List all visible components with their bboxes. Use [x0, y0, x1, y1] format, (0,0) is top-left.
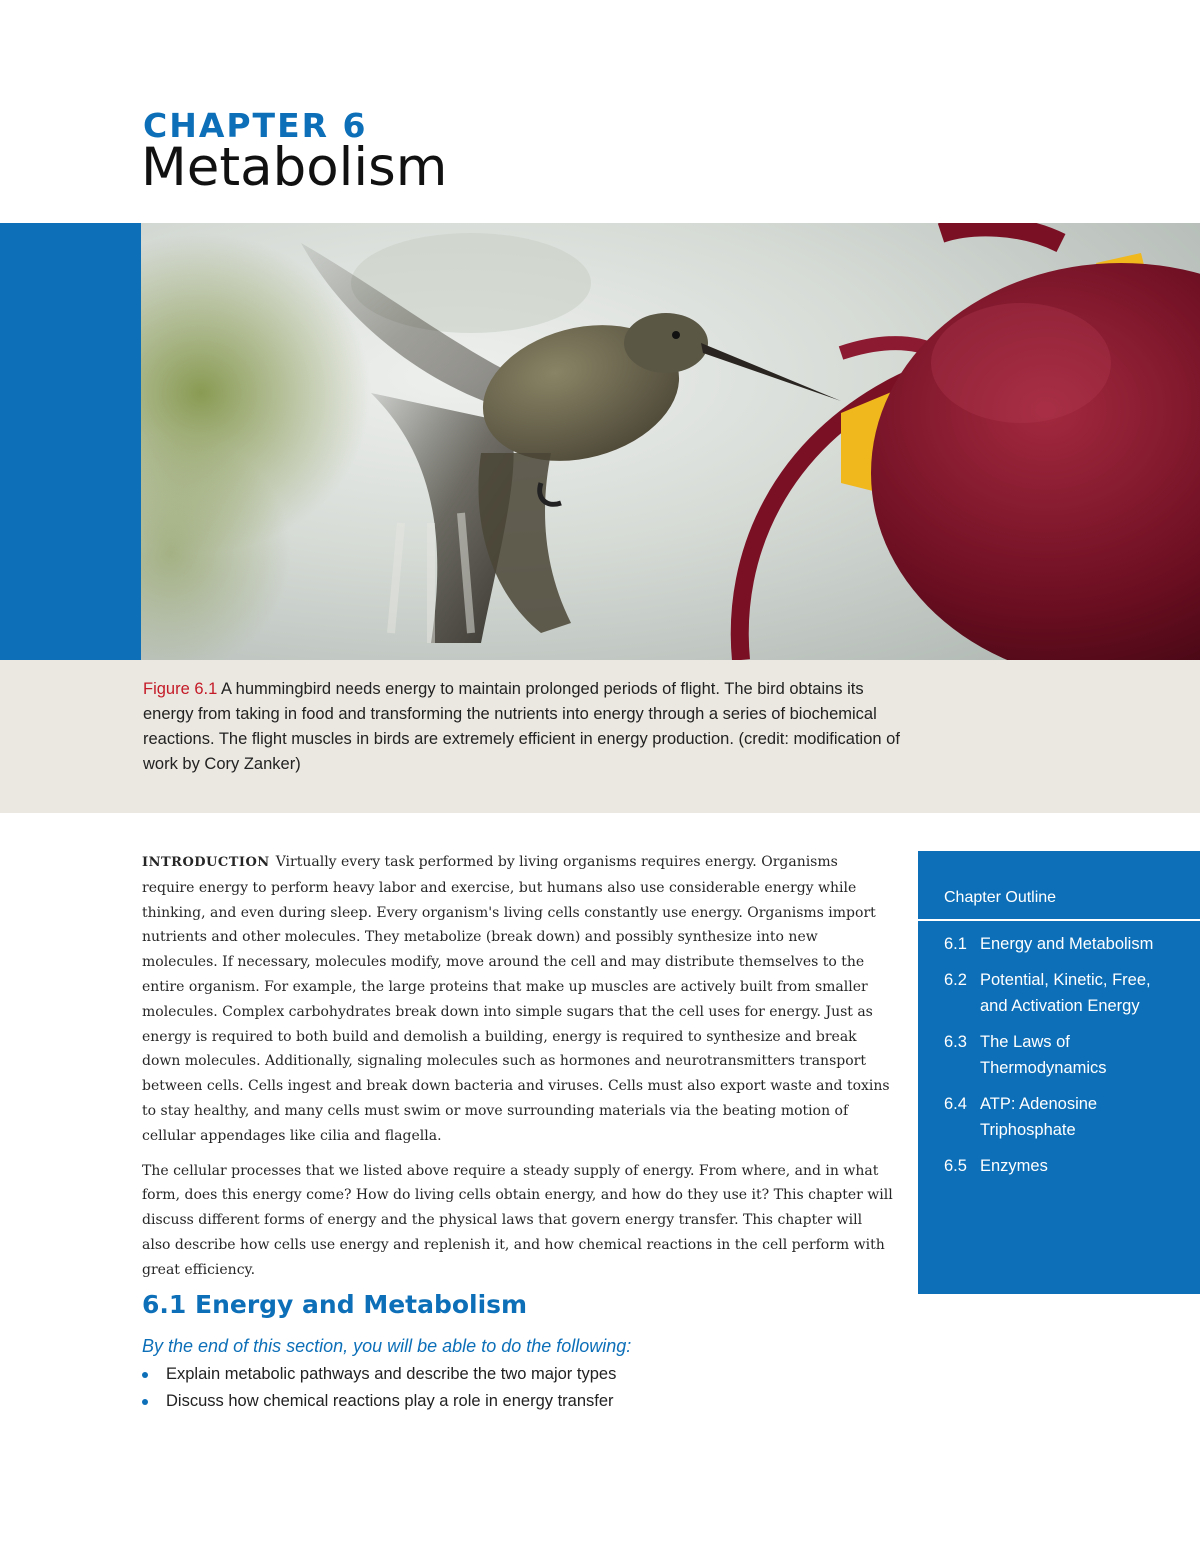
outline-item-number: 6.5	[944, 1156, 967, 1175]
outline-item-number: 6.2	[944, 970, 967, 989]
chapter-outline	[918, 851, 1200, 1294]
outline-item-6-1[interactable]	[944, 931, 1180, 958]
outline-item-6-3[interactable]	[944, 1029, 1180, 1082]
intro-label: INTRODUCTION	[142, 855, 270, 870]
chapter-label: CHAPTER 6	[143, 106, 368, 145]
bullet-icon	[142, 1372, 148, 1378]
outline-item-text: The Laws of Thermodynamics	[980, 1032, 1107, 1077]
figure-number: Figure 6.1	[143, 680, 218, 698]
hummingbird-photo	[141, 223, 1200, 660]
outline-item-text: ATP: Adenosine Triphosphate	[980, 1094, 1098, 1139]
objectives-list	[142, 1361, 616, 1415]
intro-paragraph	[142, 850, 894, 1149]
outline-item-text: Potential, Kinetic, Free, and Activation Energy	[980, 970, 1151, 1015]
outline-divider	[918, 919, 1200, 921]
objective-text: Explain metabolic pathways and describe the two major types	[166, 1365, 617, 1383]
objective-text: Discuss how chemical reactions play a role in energy transfer	[166, 1392, 614, 1410]
objective-item	[142, 1361, 616, 1388]
objectives-lead: By the end of this section, you will be able to do the following:	[142, 1336, 632, 1356]
outline-item-6-2[interactable]	[944, 967, 1180, 1020]
outline-list	[944, 931, 1180, 1188]
figure-caption	[143, 677, 913, 777]
outline-item-6-5[interactable]	[944, 1153, 1180, 1180]
outline-item-number: 6.3	[944, 1032, 967, 1051]
outline-item-number: 6.4	[944, 1094, 967, 1113]
outline-item-6-4[interactable]	[944, 1091, 1180, 1144]
decorative-blue-band	[0, 223, 141, 660]
bullet-icon	[142, 1399, 148, 1405]
intro-text: Virtually every task performed by living organisms requires energy. Organisms require energy to perform heavy labor and exercise, but humans also use considerable energy while thinking, and even during sleep. Every organism's living cells constantly use energy. Organisms import nutrients and other molecules. They metabolize (break down) and possibly synthesize into new molecules. If necessary, molecules modify, move around the cell and may distribute themselves to the entire organism. For example, the large proteins that make up muscles are actively built from smaller molecules. Complex carbohydrates break down into simple sugars that the cell uses for energy. Just as energy is required to both build and demolish a building, energy is required to synthesize and break down molecules. Additionally, signaling molecules such as hormones and neurotransmitters transport between cells. Cells ingest and break down bacteria and viruses. Cells must also export waste and toxins to stay healthy, and many cells must swim or move surrounding materials via the beating motion of cellular appendages like cilia and flagella.	[142, 854, 890, 1144]
figure-caption-text: A hummingbird needs energy to maintain prolonged periods of flight. The bird obtains its energy from taking in food and transforming the nutrients into energy through a series of biochemical reactions. The flight muscles in birds are extremely efficient in energy production. (credit: modification of work by Cory Zanker)	[143, 680, 900, 773]
outline-item-text: Energy and Metabolism	[980, 935, 1154, 953]
outline-item-text: Enzymes	[980, 1156, 1048, 1175]
chapter-outline-title: Chapter Outline	[944, 889, 1057, 906]
objective-item	[142, 1388, 616, 1415]
chapter-title: Metabolism	[141, 137, 448, 198]
section-heading: 6.1 Energy and Metabolism	[142, 1290, 528, 1319]
outline-item-number: 6.1	[944, 935, 967, 953]
chapter-intro	[142, 850, 894, 1293]
intro-paragraph-2: The cellular processes that we listed above require a steady supply of energy. From where, and in what form, does this energy come? How do living cells obtain energy, and how do they use it? This chapter will discuss different forms of energy and the physical laws that govern energy transfer. This chapter will also describe how cells use energy and replenish it, and how chemical reactions in the cell perform with great efficiency.	[142, 1162, 893, 1278]
